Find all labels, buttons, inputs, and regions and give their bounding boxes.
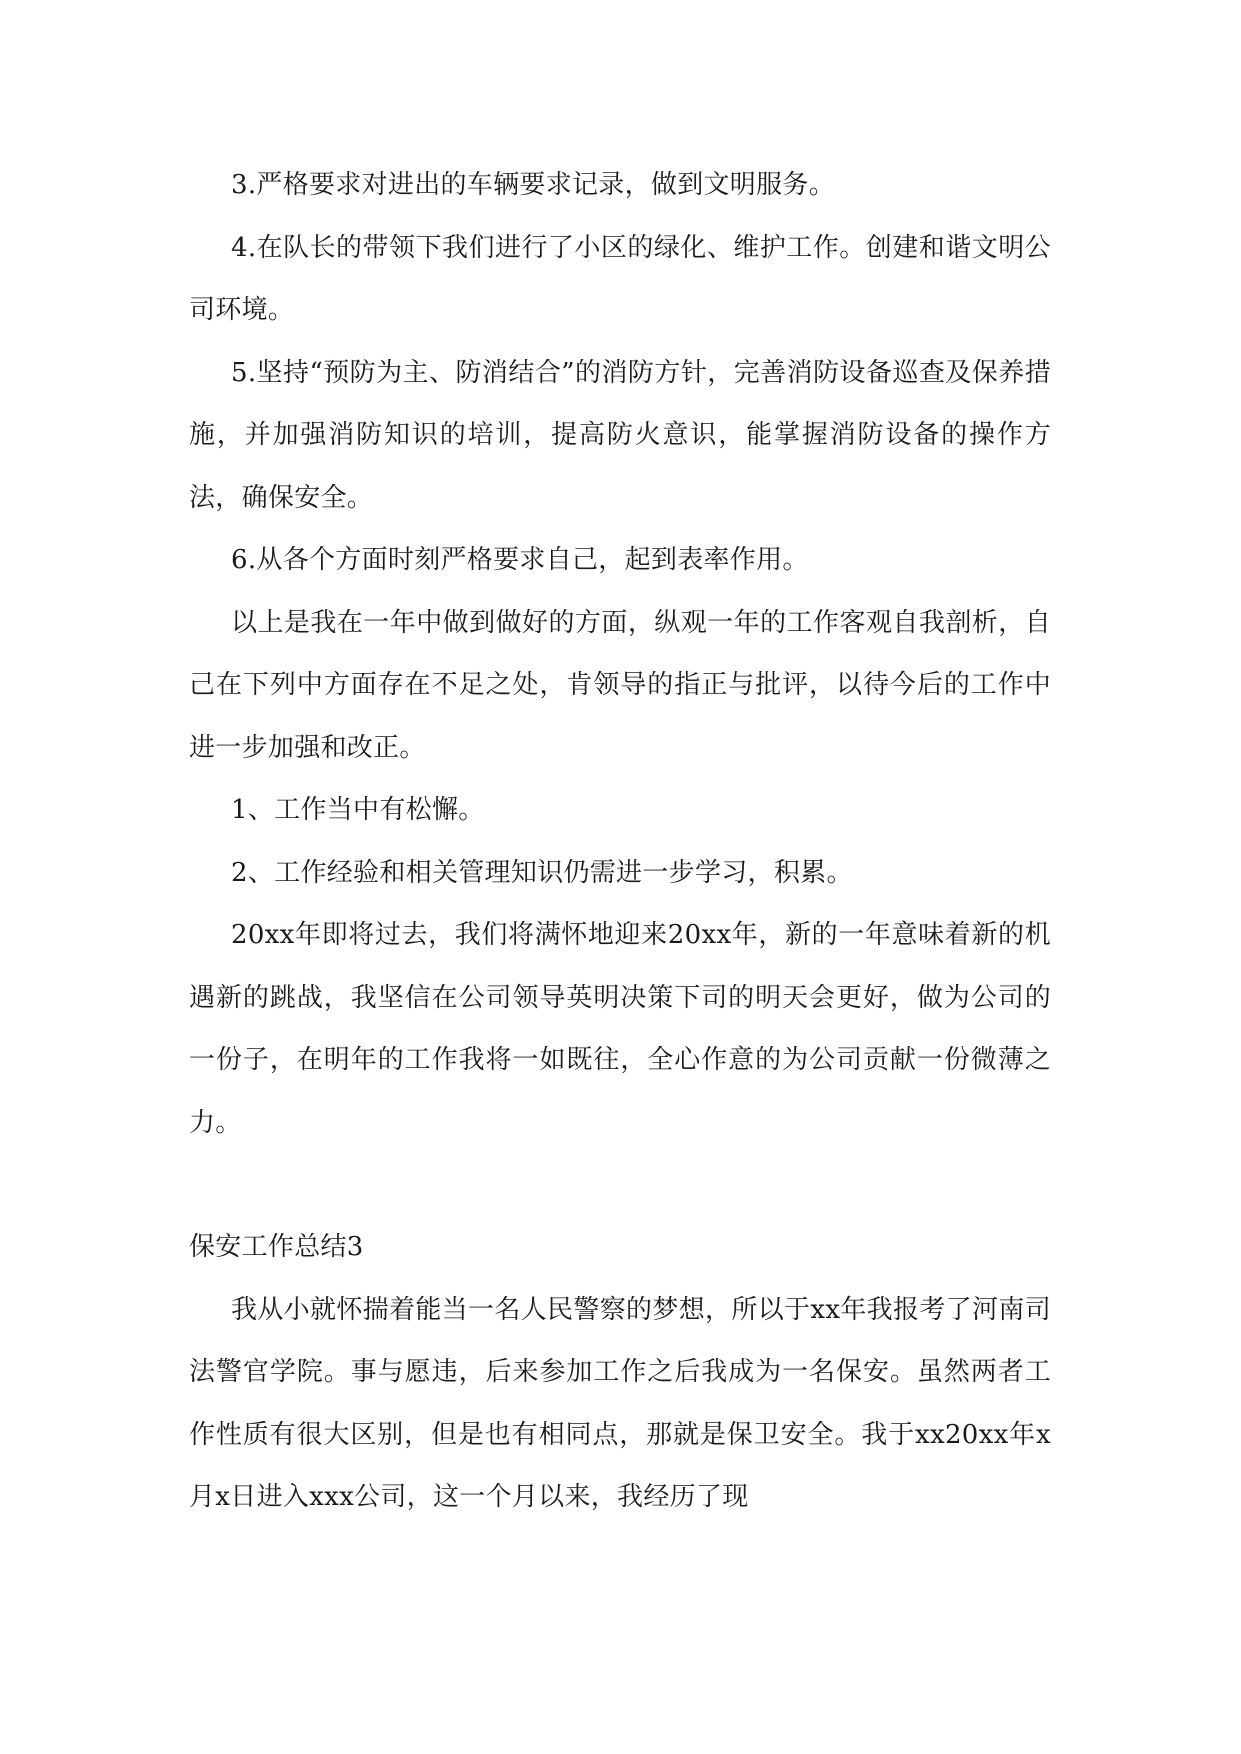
section-spacer [189,1154,1051,1216]
paragraph-self-analysis: 以上是我在一年中做到做好的方面，纵观一年的工作客观自我剖析，自己在下列中方面存在不足之处，肯领导的指正与批评，以待今后的工作中进一步加强和改正。 [189,607,1051,763]
paragraph-shortcoming-2: 2、工作经验和相关管理知识仍需进一步学习，积累。 [231,857,853,888]
paragraph-shortcoming-1: 1、工作当中有松懈。 [231,795,485,825]
document-body [189,154,1051,1529]
paragraph-item-4: 4.在队长的带领下我们进行了小区的绿化、维护工作。创建和谐文明公司环境。 [189,232,1051,325]
paragraph-outlook: 20xx年即将过去，我们将满怀地迎来20xx年，新的一年意味着新的机遇新的跳战，我坚信在公司领导英明决策下司的明天会更好，做为公司的一份子，在明年的工作我将一如既往，全心作意的为公司贡献一份微薄之力。 [189,920,1051,1138]
paragraph-item-5: 5.坚持“预防为主、防消结合”的消防方针，完善消防设备巡查及保养措施，并加强消防知识的培训，提高防火意识，能掌握消防设备的操作方法，确保安全。 [189,357,1051,513]
section-heading: 保安工作总结3 [189,1232,364,1262]
paragraph-item-6: 6.从各个方面时刻严格要求自己，起到表率作用。 [231,545,809,575]
paragraph-item-3: 3.严格要求对进出的车辆要求记录，做到文明服务。 [231,170,836,200]
paragraph-intro: 我从小就怀揣着能当一名人民警察的梦想，所以于xx年我报考了河南司法警官学院。事与愿违，后来参加工作之后我成为一名保安。虽然两者工作性质有很大区别，但是也有相同点，那就是保卫安全。我于xx20xx年x月x日进入xxx公司，这一个月以来，我经历了现 [189,1294,1051,1512]
